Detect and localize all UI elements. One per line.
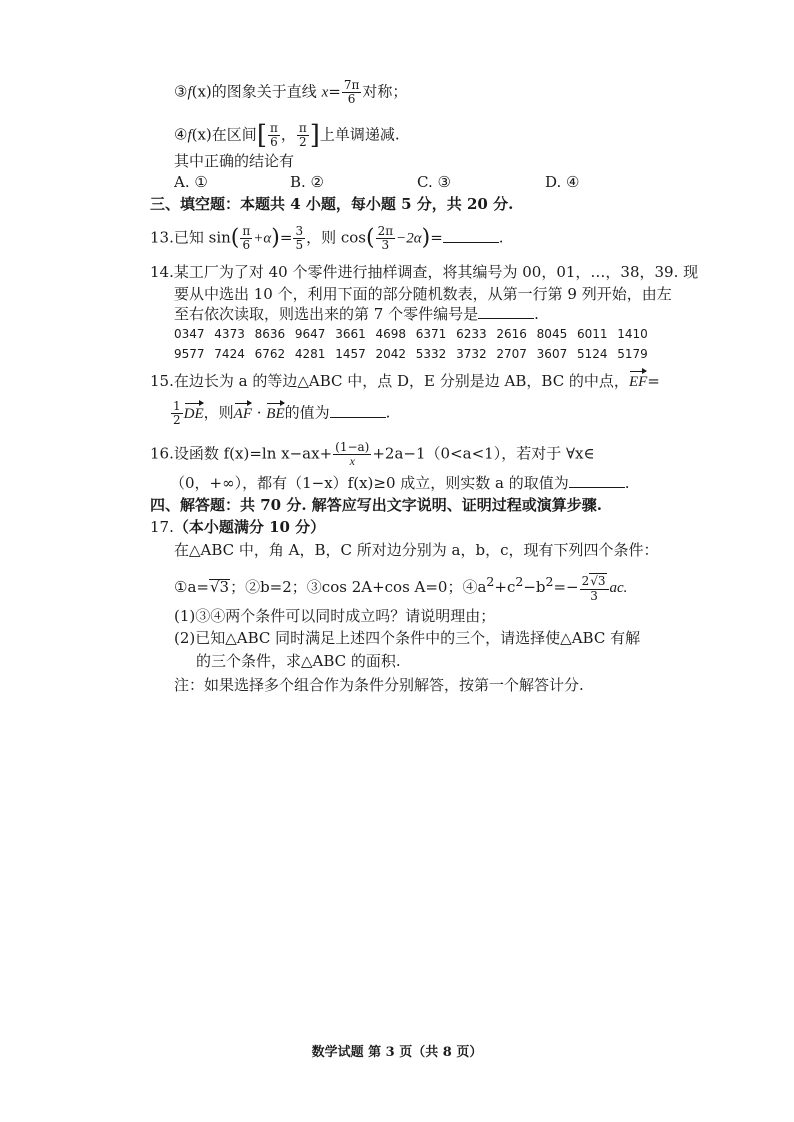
- table-cell: 6011: [576, 327, 608, 341]
- superscript: 2: [515, 574, 524, 589]
- q12-option-c: C. ③: [417, 173, 451, 191]
- table-cell: 2042: [375, 347, 407, 361]
- table-cell: 3732: [456, 347, 487, 361]
- page-footer: 数学试题 第 3 页（共 8 页）: [311, 1045, 483, 1060]
- q12-item-3: [174, 79, 407, 106]
- fraction-2root3-3: $\frac{2√3}{3}$: [580, 573, 609, 603]
- q16-text: （0，+∞），都有（1−x）f(x)≥0 成立，则实数 a 的取值为: [170, 474, 569, 492]
- fraction-2pi-3: $\frac{2\pi}{3}$: [377, 224, 394, 252]
- table-cell: 2616: [496, 327, 527, 341]
- table-cell: 4281: [294, 347, 326, 361]
- q16-lead: 设函数 f(x)=ln x−ax+: [173, 444, 333, 463]
- table-cell: 9577: [174, 347, 205, 361]
- fraction-7pi-6: $\frac{7\pi}{6}$: [343, 78, 360, 106]
- vector-be: BE: [266, 405, 285, 422]
- table-cell: 3607: [536, 347, 568, 361]
- period: .: [498, 228, 504, 247]
- fraction-pi-6: $\frac{\pi}{6}$: [269, 121, 278, 149]
- minus-b: −b: [523, 578, 546, 596]
- q12-item-4: [174, 122, 400, 149]
- table-cell: 1410: [617, 327, 648, 341]
- table-cell: 0347: [174, 327, 205, 341]
- question-17-header: [150, 517, 325, 537]
- period: .: [534, 305, 539, 323]
- item-text: 的图象关于直线: [211, 82, 317, 101]
- vector-af: AF: [233, 405, 252, 422]
- table-cell: 5332: [415, 347, 447, 361]
- question-14-line2: 要从中选出 10 个，利用下面的部分随机数表，从第一行第 9 列开始，由左: [174, 285, 672, 303]
- equals: =: [279, 228, 293, 247]
- equals: =: [430, 228, 443, 247]
- fraction-1-2: $\frac{1}{2}$: [173, 399, 181, 427]
- left-bracket: [: [256, 120, 267, 151]
- superscript: 2: [486, 574, 495, 589]
- answer-blank[interactable]: [330, 403, 386, 418]
- table-cell: 6371: [415, 327, 447, 341]
- answer-blank[interactable]: [478, 304, 534, 319]
- item-tail: 上单调递减.: [319, 125, 400, 144]
- comma: ，: [280, 125, 296, 144]
- question-16-line2: [170, 473, 630, 493]
- question-15-line2: [170, 400, 390, 427]
- q13-mid: ，则 cos: [306, 228, 366, 247]
- left-paren: (: [230, 225, 240, 251]
- cond-2-3-4: ；②b=2；③cos 2A+cos A=0；④a: [230, 578, 487, 596]
- table-cell: 8045: [536, 327, 568, 341]
- random-table-row-1: [174, 327, 658, 341]
- q17-part-1: (1)③④两个条件可以同时成立吗？请说明理由；: [174, 607, 496, 625]
- fn-arg: (x): [191, 125, 212, 144]
- question-number: 13.: [150, 228, 174, 247]
- item-text: 在区间: [211, 125, 257, 144]
- table-cell: 2707: [496, 347, 527, 361]
- fn-name: f: [187, 127, 192, 144]
- fn-arg: (x): [191, 82, 212, 101]
- fraction-pi-2: $\frac{\pi}{2}$: [298, 121, 307, 149]
- table-cell: 7424: [214, 347, 245, 361]
- table-cell: 6233: [456, 327, 487, 341]
- q14-text: 某工厂为了对 40 个零件进行抽样调查，将其编号为 00，01，…，38，39. 现: [173, 263, 699, 281]
- right-paren: ): [421, 225, 431, 251]
- random-table-row-2: [174, 347, 658, 361]
- q17-score: （本小题满分 10 分）: [173, 518, 326, 536]
- question-14-line1: [150, 262, 698, 282]
- period: .: [385, 403, 391, 422]
- table-cell: 8636: [254, 327, 286, 341]
- plus-alpha: +α: [253, 230, 272, 247]
- fraction-1-minus-a-over-x: $\frac{(1-a)}{x}$: [335, 440, 370, 468]
- q15-mid: ，则: [203, 403, 234, 422]
- question-13: [150, 225, 504, 252]
- table-cell: 3661: [335, 327, 366, 341]
- q12-option-b: B. ②: [290, 173, 325, 191]
- q17-intro: 在△ABC 中，角 A，B，C 所对边分别为 a，b，c，现有下列四个条件：: [174, 541, 659, 559]
- equals: =: [328, 82, 341, 101]
- q17-note: 注：如果选择多个组合作为条件分别解答，按第一个解答计分.: [174, 676, 584, 694]
- table-cell: 9647: [294, 327, 326, 341]
- vector-ef: EF: [628, 374, 648, 390]
- right-paren: ): [271, 225, 280, 251]
- item-label: ③: [174, 82, 188, 101]
- var-x: x: [321, 84, 329, 101]
- question-15-line1: [150, 371, 660, 392]
- answer-blank[interactable]: [443, 228, 499, 243]
- question-14-line3: [174, 304, 539, 324]
- q16-after: +2a−1（0<a<1），若对于 ∀x∈: [372, 444, 595, 463]
- q17-part-2-line2: 的三个条件，求△ABC 的面积.: [196, 652, 401, 670]
- question-number: 16.: [150, 444, 174, 463]
- q13-lead: 已知 sin: [173, 228, 231, 247]
- fraction-pi-6: $\frac{\pi}{6}$: [242, 224, 251, 252]
- q17-part-2-line1: (2)已知△ABC 同时满足上述四个条件中的三个，请选择使△ABC 有解: [174, 629, 641, 647]
- item-tail: 对称；: [362, 82, 408, 101]
- right-bracket: ]: [309, 120, 320, 151]
- period: .: [624, 474, 630, 492]
- superscript: 2: [545, 574, 554, 589]
- sqrt-3: √3: [209, 578, 230, 596]
- dot-operator: ·: [251, 403, 267, 422]
- table-cell: 5124: [576, 347, 608, 361]
- table-cell: 4698: [375, 327, 407, 341]
- table-cell: 6762: [254, 347, 286, 361]
- section-4-heading: 四、解答题：共 70 分. 解答应写出文字说明、证明过程或演算步骤.: [150, 496, 602, 514]
- section-3-heading: 三、填空题：本题共 4 小题，每小题 5 分，共 20 分.: [150, 195, 514, 213]
- plus-c: +c: [494, 578, 516, 596]
- item-label: ④: [174, 125, 188, 144]
- q12-option-a: A. ①: [174, 173, 208, 191]
- q15-text: 在边长为 a 的等边△ABC 中，点 D，E 分别是边 AB，BC 的中点，: [173, 372, 629, 390]
- question-number: 15.: [150, 372, 174, 390]
- table-cell: 5179: [617, 347, 648, 361]
- question-16-line1: [150, 441, 595, 468]
- q12-prompt: 其中正确的结论有: [174, 152, 295, 170]
- fn-name: f: [187, 84, 192, 101]
- table-cell: 4373: [214, 327, 245, 341]
- ac: ac.: [609, 580, 628, 596]
- equals: =: [647, 372, 660, 390]
- q14-text: 至右依次读取，则选出来的第 7 个零件编号是: [174, 305, 479, 323]
- vector-de: DE: [183, 405, 204, 422]
- question-number: 17.: [150, 518, 174, 536]
- table-cell: 1457: [335, 347, 366, 361]
- q12-option-d: D. ④: [545, 173, 580, 191]
- equals-minus: =−: [553, 578, 579, 596]
- left-paren: (: [366, 225, 375, 251]
- q17-conditions: [174, 572, 627, 603]
- q15-tail: 的值为: [284, 403, 330, 422]
- question-number: 14.: [150, 263, 174, 281]
- fraction-3-5: $\frac{3}{5}$: [295, 224, 304, 252]
- minus-2alpha: −2α: [396, 230, 422, 247]
- answer-blank[interactable]: [569, 473, 625, 488]
- cond-1: ①a=: [174, 578, 209, 596]
